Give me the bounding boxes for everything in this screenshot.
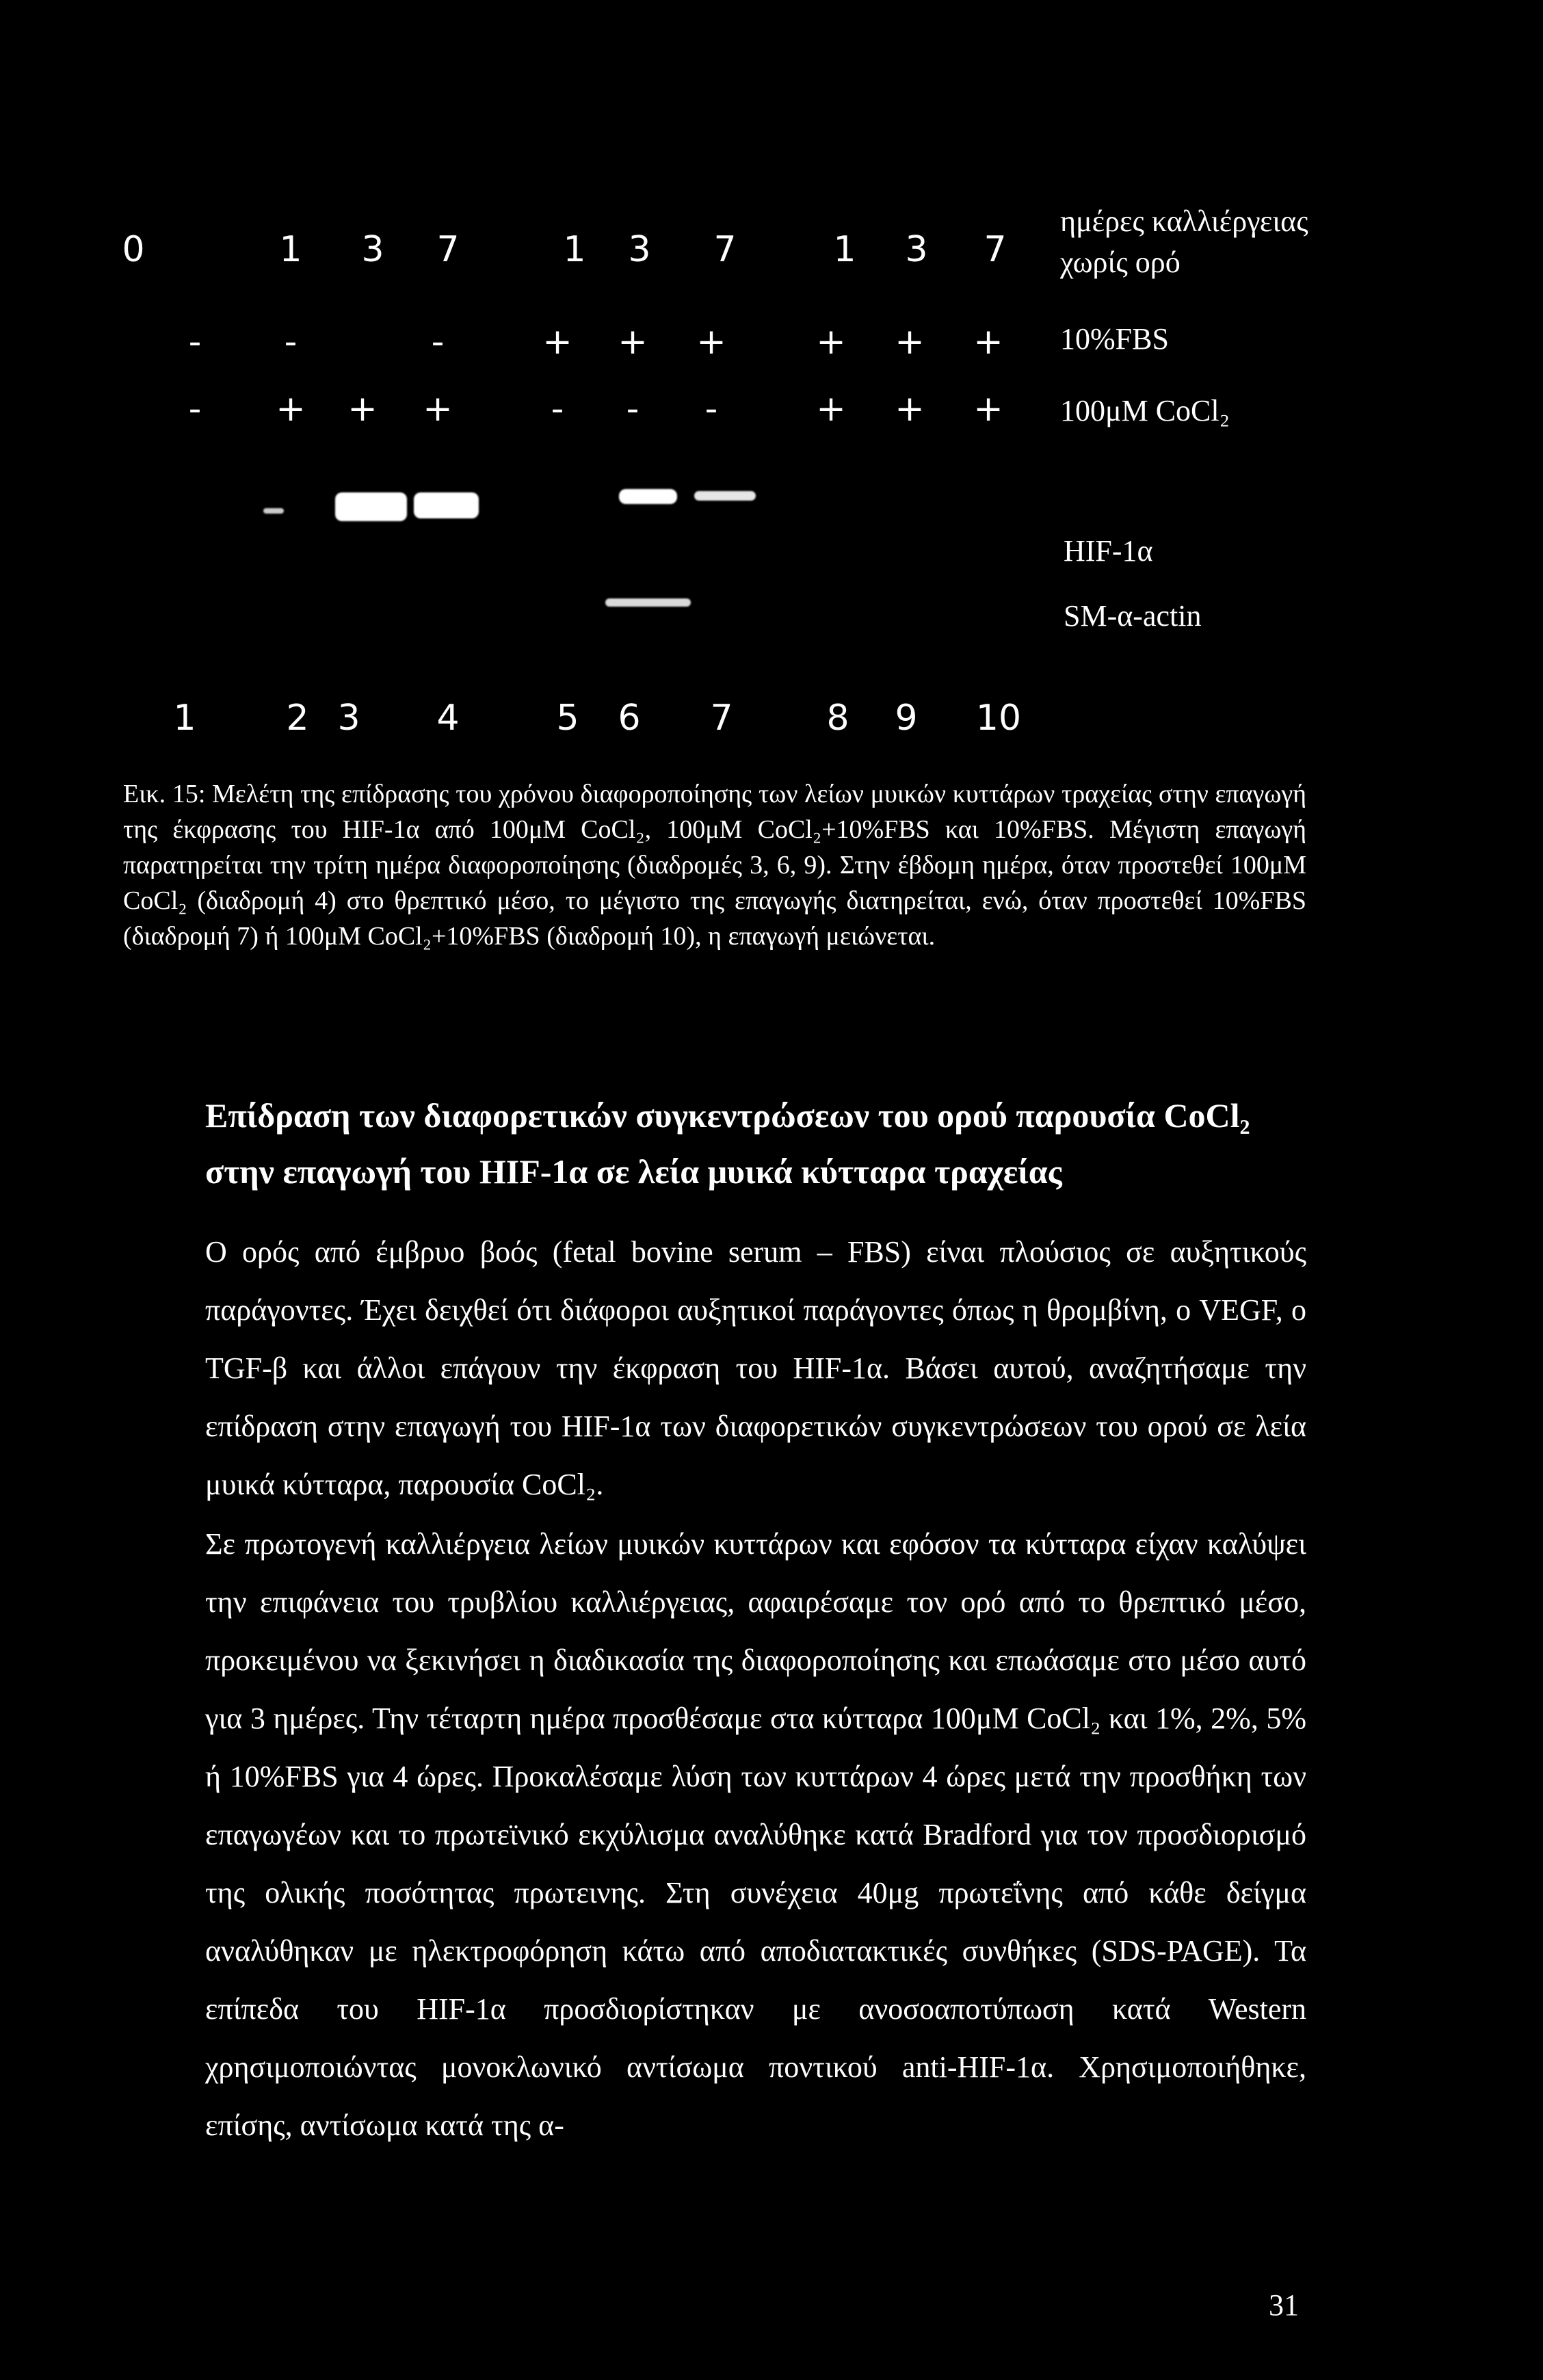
cocl-sign: - <box>704 388 718 429</box>
day-label: 1 <box>833 229 856 270</box>
day-label: 0 <box>122 229 145 270</box>
figure-caption <box>123 776 1306 954</box>
fbs-sign: + <box>973 321 1003 362</box>
day-label: 1 <box>563 229 586 270</box>
fbs-sign: + <box>816 321 846 362</box>
fbs-sign: + <box>696 321 726 362</box>
caption-text: : Μελέτη της επίδρασης του χρόνου διαφοροποίησης των λείων μυικών κυττάρων τραχείας στην επαγωγή της έκφρασης του HIF-1α από 100μM CoCl₂, 100μM CoCl₂+10%FBS και 10%FBS. Μέγιστη επαγωγή παρατηρείται την τρίτη ημέρα διαφοροποίησης (διαδρομές 3, 6, 9). Στην έβδομη ημέρα, όταν προστεθεί 100μM CoCl₂ (διαδρομή 4) στο θρεπτικό μέσο, το μέγιστο της επαγωγής διατηρείται, ενώ, όταν προστεθεί 10%FBS (διαδρομή 7) ή 100μM CoCl₂+10%FBS (διαδρομή 10), η επαγωγή μειώνεται. <box>123 780 1306 951</box>
cocl-sign: - <box>551 388 564 429</box>
lane-number: 3 <box>337 698 360 739</box>
section-heading: Επίδραση των διαφορετικών συγκεντρώσεων του ορού παρουσία CoCl₂ στην επαγωγή του HIF-1α σε λεία μυικά κύτταρα τραχείας <box>205 1096 1250 1191</box>
lane-number: 8 <box>826 698 849 739</box>
lane-number: 6 <box>618 698 641 739</box>
cocl-sign: + <box>973 388 1003 429</box>
actin-label: SM-α-actin <box>1064 599 1202 633</box>
cocl-sign: - <box>188 388 202 429</box>
fbs-sign: + <box>542 321 572 362</box>
lane-number: 10 <box>975 698 1022 739</box>
day-label: 7 <box>436 229 460 270</box>
fbs-label: 10%FBS <box>1060 322 1169 356</box>
actin-band <box>605 598 691 607</box>
day-label: 7 <box>984 229 1007 270</box>
fbs-sign: - <box>188 321 202 362</box>
blot-band <box>335 492 407 521</box>
day-label: 3 <box>361 229 384 270</box>
fbs-sign: + <box>618 321 648 362</box>
page-number: 31 <box>1269 2288 1299 2322</box>
lane-number: 2 <box>286 698 309 739</box>
cocl-sign: + <box>347 388 378 429</box>
fbs-sign: - <box>431 321 445 362</box>
fbs-sign: - <box>284 321 298 362</box>
paragraph-1: Ο ορός από έμβρυο βοός (fetal bovine serum – FBS) είναι πλούσιος σε αυξητικούς παράγοντες. Έχει δειχθεί ότι διάφοροι αυξητικοί παράγοντες όπως η θρομβίνη, ο VEGF, ο TGF-β και άλλοι επάγουν την έκφραση του HIF-1α. Βάσει αυτού, αναζητήσαμε την επίδραση στην επαγωγή του HIF-1α των διαφορετικών συγκεντρώσεων του ορού σε λεία μυικά κύτταρα, παρουσία CoCl₂. <box>205 1235 1306 1501</box>
days-label-line1: ημέρες καλλιέργειας <box>1060 204 1308 238</box>
cocl-sign: + <box>816 388 846 429</box>
caption-prefix: Εικ. 15 <box>123 780 198 808</box>
lane-number: 4 <box>436 698 460 739</box>
cocl-sign: + <box>276 388 306 429</box>
cocl-sign: - <box>626 388 639 429</box>
days-label-line2: χωρίς ορό <box>1060 246 1181 279</box>
fbs-sign: + <box>895 321 925 362</box>
blot-band <box>414 492 479 518</box>
cocl-sign: + <box>423 388 453 429</box>
cocl-sign: + <box>895 388 925 429</box>
day-label: 3 <box>905 229 928 270</box>
blot-band <box>263 508 284 514</box>
lane-number: 1 <box>173 698 196 739</box>
blot-band <box>619 489 677 504</box>
hif-label: HIF-1α <box>1064 534 1153 568</box>
lane-number: 9 <box>895 698 918 739</box>
day-label: 1 <box>279 229 302 270</box>
blot-band <box>694 491 756 501</box>
lane-number: 5 <box>556 698 579 739</box>
day-label: 7 <box>713 229 737 270</box>
cocl-label: 100μM CoCl₂ <box>1060 394 1230 427</box>
paragraph-2: Σε πρωτογενή καλλιέργεια λείων μυικών κυττάρων και εφόσον τα κύτταρα είχαν καλύψει την επιφάνεια του τρυβλίου καλλιέργειας, αφαιρέσαμε τον ορό από το θρεπτικό μέσο, προκειμένου να ξεκινήσει η διαδικασία της διαφοροποίησης και επωάσαμε στο μέσο αυτό για 3 ημέρες. Την τέταρτη ημέρα προσθέσαμε στα κύτταρα 100μM CoCl₂ και 1%, 2%, 5% ή 10%FBS για 4 ώρες. Προκαλέσαμε λύση των κυττάρων 4 ώρες μετά την προσθήκη των επαγωγέων και το πρωτεϊνικό εκχύλισμα αναλύθηκε κατά Bradford για τον προσδιορισμό της ολικής ποσότητας πρωτεινης. Στη συνέχεια 40μg πρωτεΐνης από κάθε δείγμα αναλύθηκαν με ηλεκτροφόρηση κάτω από αποδιατακτικές συνθήκες (SDS-PAGE). Τα επίπεδα του HIF-1α προσδιορίστηκαν με ανοσοαποτύπωση κατά Western χρησιμοποιώντας μονοκλωνικό αντίσωμα ποντικού anti-HIF-1α. Χρησιμοποιήθηκε, επίσης, αντίσωμα κατά της α- <box>205 1527 1306 2142</box>
day-label: 3 <box>628 229 651 270</box>
lane-number: 7 <box>710 698 733 739</box>
